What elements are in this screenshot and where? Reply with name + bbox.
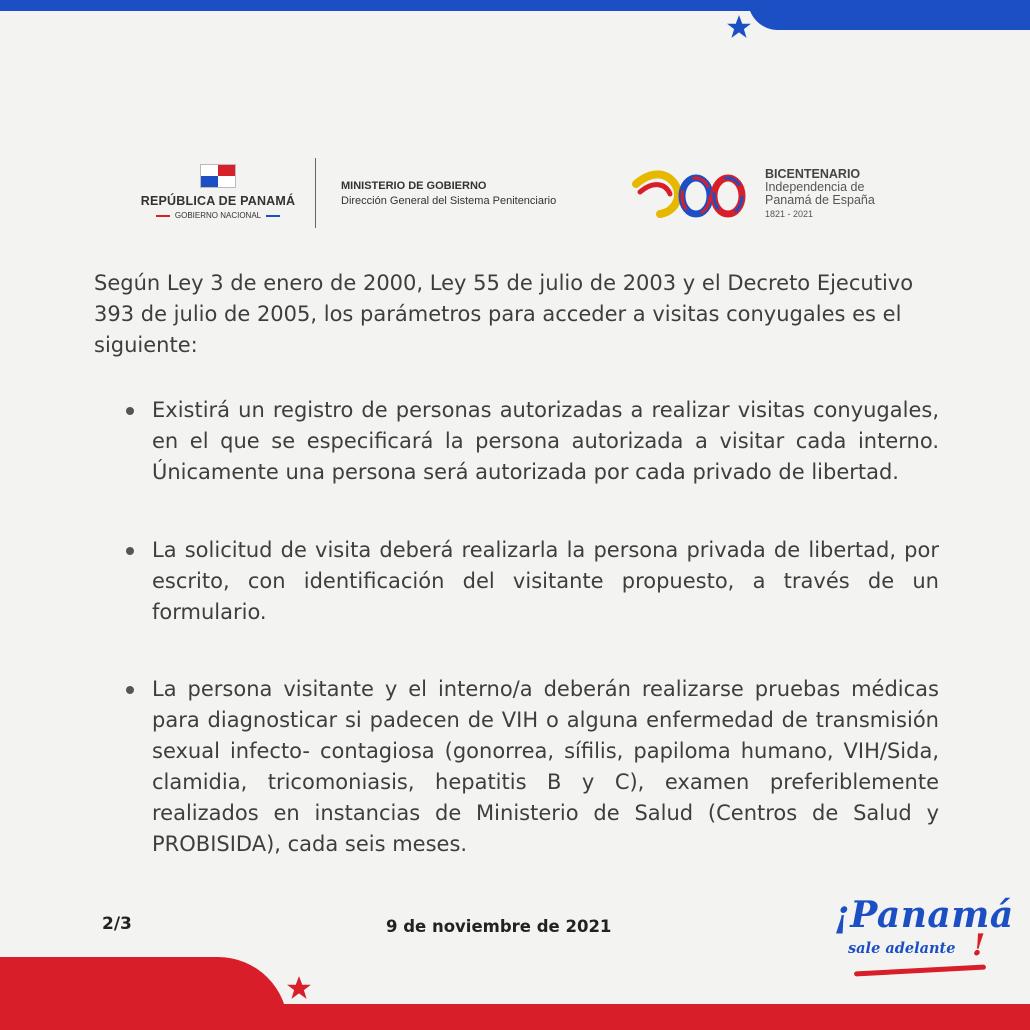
top-blue-bar	[0, 0, 760, 11]
brand-top-text: ¡Panamá	[834, 894, 1014, 936]
republic-title: REPÚBLICA DE PANAMÁ	[140, 194, 296, 208]
ministry-title: MINISTERIO DE GOBIERNO	[341, 180, 487, 192]
bicentenario-years: 1821 - 2021	[765, 209, 814, 220]
bicentenario-line1: Independencia de	[765, 180, 865, 195]
top-right-blue-tab	[748, 0, 1030, 30]
bicentenario-line2: Panamá de España	[765, 193, 875, 208]
republic-subtitle-text: GOBIERNO NACIONAL	[174, 211, 262, 220]
bullet-icon	[126, 547, 134, 555]
brand-exclamation: !	[972, 928, 986, 963]
list-item	[121, 395, 939, 488]
brand-underline	[854, 965, 986, 977]
red-star-icon	[286, 975, 312, 1001]
blue-star-icon	[726, 14, 752, 40]
intro-paragraph: Según Ley 3 de enero de 2000, Ley 55 de julio de 2003 y el Decreto Ejecutivo 393 de julio de 2005, los parámetros para acceder a visitas conyugales es el siguiente:	[94, 271, 914, 357]
list-item-text: Existirá un registro de personas autorizadas a realizar visitas conyugales, en el que se especificará la persona autorizada a visitar cada interno. Únicamente una persona será autorizada por cada privado de libertad.	[152, 398, 939, 484]
bicentenario-text	[765, 168, 875, 220]
page-number: 2/3	[102, 914, 132, 934]
list-item-text: La solicitud de visita deberá realizarla la persona privada de libertad, por escrito, con identificación del visitante propuesto, a través de un formulario.	[152, 538, 939, 624]
bicentenario-title: BICENTENARIO	[765, 167, 861, 181]
list-item	[121, 535, 939, 628]
header-logos	[130, 158, 910, 230]
ministry-block	[341, 180, 556, 207]
bullet-icon	[126, 407, 134, 415]
brand-bottom-text: sale adelante	[848, 940, 956, 957]
list-item-text: La persona visitante y el interno/a deberán realizarse pruebas médicas para diagnosticar si padecen de VIH o alguna enfermedad de transmisión sexual infecto- contagiosa (gonorrea, sífilis, papiloma humano, VIH/Sida, clamidia, tricomoniasis, hepatitis B y C), examen preferiblemente realizados en instancias de Ministerio de Salud (Centros de Salud y PROBISIDA), cada seis meses.	[152, 677, 939, 856]
publication-date: 9 de noviembre de 2021	[386, 917, 612, 936]
requirements-list	[121, 395, 939, 860]
bullet-icon	[126, 686, 134, 694]
republic-logo	[136, 164, 300, 220]
panama-flag-icon	[200, 164, 236, 188]
bottom-red-bar	[0, 1004, 1030, 1030]
ministry-subtitle: Dirección General del Sistema Penitenciario	[341, 195, 557, 207]
list-item	[121, 674, 939, 860]
republic-subtitle	[136, 211, 300, 220]
header-divider	[315, 158, 316, 228]
panama-sale-adelante-logo	[826, 890, 1014, 990]
bicentenario-ribbon-icon	[632, 162, 752, 224]
